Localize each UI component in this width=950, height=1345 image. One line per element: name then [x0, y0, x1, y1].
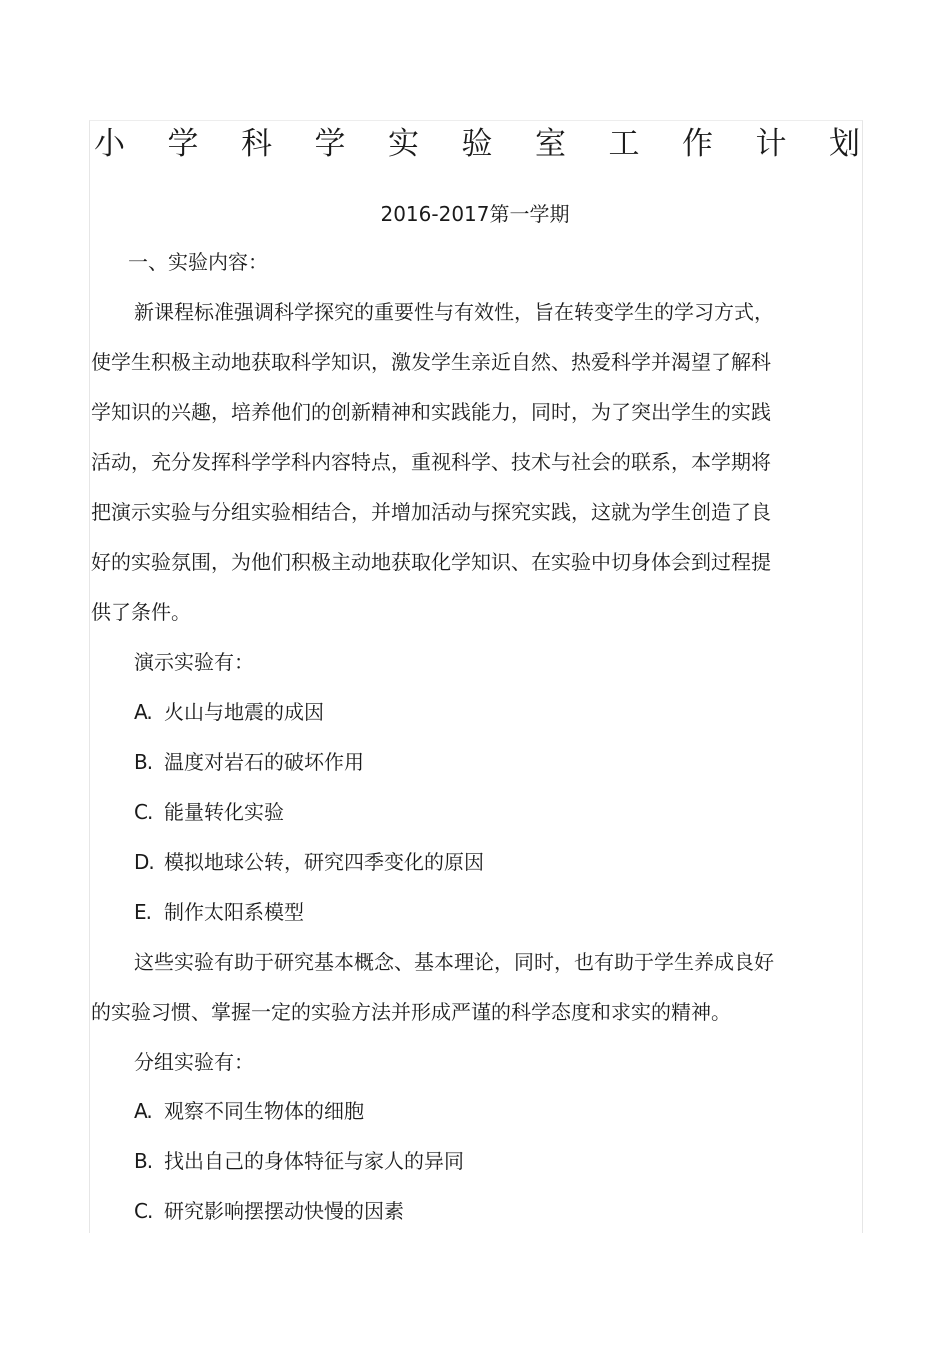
- list-item-text: 能量转化实验: [164, 800, 284, 824]
- list-item-text: 观察不同生物体的细胞: [164, 1099, 364, 1123]
- subtitle-term: 2016-2017第一学期: [380, 202, 570, 226]
- paragraph-line: 这些实验有助于研究基本概念、基本理论，同时，也有助于学生养成良好: [134, 950, 774, 974]
- paragraph-line: 的实验习惯、掌握一定的实验方法并形成严谨的科学态度和求实的精神。: [91, 1000, 731, 1024]
- title-char: 工: [608, 126, 640, 162]
- paragraph-line: 新课程标准强调科学探究的重要性与有效性，旨在转变学生的学习方式，: [134, 300, 774, 324]
- list-item: [134, 1097, 364, 1125]
- section-heading: 一、实验内容：: [128, 250, 268, 274]
- list-item: [134, 698, 324, 726]
- list-item-letter: C.: [134, 1199, 153, 1223]
- list-item: [134, 798, 284, 826]
- list-item: [134, 848, 484, 876]
- page-title: [94, 121, 860, 167]
- list-item-letter: A.: [134, 1099, 152, 1123]
- title-char: 学: [167, 126, 199, 162]
- list-item-letter: E.: [134, 900, 151, 924]
- title-char: 学: [314, 126, 346, 162]
- title-char: 实: [388, 126, 419, 162]
- list-item-letter: B.: [134, 1149, 153, 1173]
- paragraph-line: 把演示实验与分组实验相结合，并增加活动与探究实践，这就为学生创造了良: [91, 500, 771, 524]
- title-char: 作: [682, 126, 713, 162]
- list-item-letter: C.: [134, 800, 153, 824]
- title-char: 验: [461, 126, 493, 162]
- list-item: [134, 1147, 464, 1175]
- title-char: 划: [829, 126, 860, 162]
- list-item-text: 火山与地震的成因: [164, 700, 324, 724]
- list-item-text: 温度对岩石的破坏作用: [164, 750, 364, 774]
- title-char: 科: [241, 126, 272, 162]
- list-item-text: 找出自己的身体特征与家人的异同: [164, 1149, 464, 1173]
- list-item: [134, 898, 304, 926]
- title-char: 室: [535, 126, 566, 162]
- list-item-text: 模拟地球公转，研究四季变化的原因: [164, 850, 484, 874]
- list-item-text: 研究影响摆摆动快慢的因素: [164, 1199, 404, 1223]
- group-heading: 分组实验有：: [134, 1050, 254, 1074]
- demo-heading: 演示实验有：: [134, 650, 254, 674]
- paragraph-line: 供了条件。: [91, 600, 191, 624]
- list-item: [134, 1197, 404, 1225]
- list-item: [134, 748, 364, 776]
- list-item-text: 制作太阳系模型: [164, 900, 304, 924]
- list-item-letter: B.: [134, 750, 153, 774]
- paragraph-line: 活动，充分发挥科学学科内容特点，重视科学、技术与社会的联系，本学期将: [91, 450, 771, 474]
- paragraph-line: 好的实验氛围，为他们积极主动地获取化学知识、在实验中切身体会到过程提: [91, 550, 771, 574]
- title-char: 小: [94, 126, 125, 162]
- title-char: 计: [755, 126, 787, 162]
- paragraph-line: 使学生积极主动地获取科学知识，激发学生亲近自然、热爱科学并渴望了解科: [91, 350, 771, 374]
- list-item-letter: A.: [134, 700, 152, 724]
- paragraph-line: 学知识的兴趣，培养他们的创新精神和实践能力，同时，为了突出学生的实践: [91, 400, 771, 424]
- list-item-letter: D.: [134, 850, 154, 874]
